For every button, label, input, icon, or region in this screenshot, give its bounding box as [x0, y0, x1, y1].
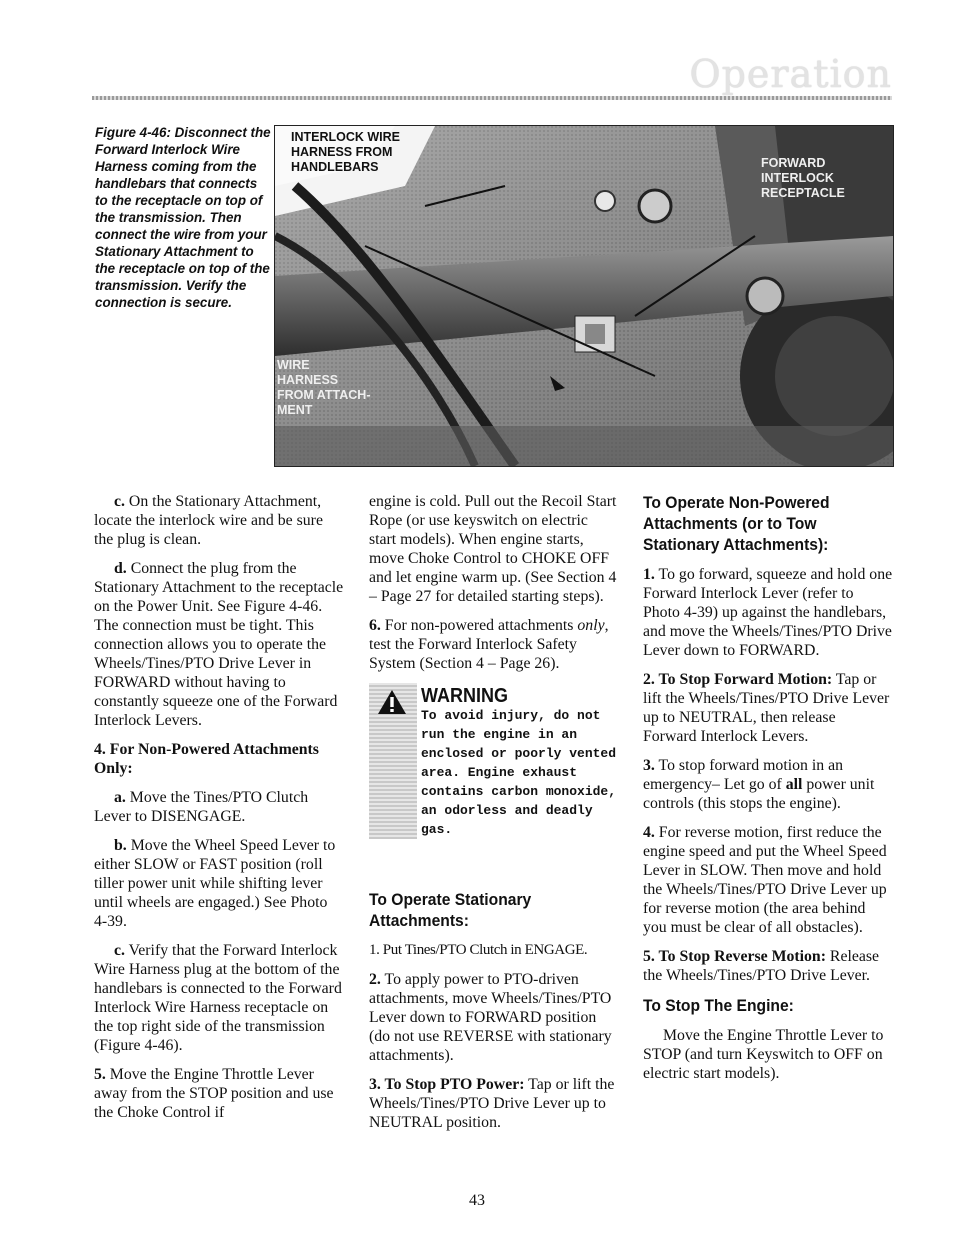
label-handlebars-harness: INTERLOCK WIRE HARNESS FROM HANDLEBARS [291, 130, 401, 174]
column-1 [94, 492, 344, 1132]
step-d-connect: d. Connect the plug from the Stationary Attachment to the receptacle on the Power Unit. See Figure 4-46. The connection must be tight. This connection allows you to operate the Wheels/Tines/PTO Drive Lever in FORWARD without having to constantly squeeze one of the Forward Interlock Levers. [94, 560, 344, 729]
stop-engine-heading: To Stop The Engine: [643, 996, 794, 1015]
stationary-step-3: 3. To Stop PTO Power: Tap or lift the Wheels/Tines/PTO Drive Lever up to NEUTRAL position. [369, 1076, 615, 1131]
non-powered-step-4: 4. For reverse motion, first reduce the engine speed and put the Wheel Speed Lever in SLOW. Then move and hold the Wheels/Tines/PTO Drive Lever up for reverse motion (the area behind you must be clear of all obstacles). [643, 824, 887, 936]
figure-photo [274, 125, 894, 467]
page-number: 43 [469, 1192, 485, 1209]
column-3 [643, 492, 893, 1093]
non-powered-heading: To Operate Non-Powered Attachments (or to Tow Stationary Attachments): [643, 493, 830, 554]
section-title: Operation [689, 52, 892, 96]
stationary-step-2: 2. To apply power to PTO-driven attachments, move Wheels/Tines/PTO Lever down to FORWARD position (do not use REVERSE with stationary attachments). [369, 971, 612, 1064]
label-interlock-receptacle: FORWARD INTERLOCK RECEPTACLE [761, 156, 845, 200]
step-b-wheel-speed: b. Move the Wheel Speed Lever to either SLOW or FAST position (roll tiller power unit while shifting lever until wheels are engaged.) See Photo 4-39. [94, 837, 336, 930]
stationary-step-1: 1. Put Tines/PTO Clutch in ENGAGE. [369, 942, 588, 958]
step-4-heading: 4. For Non-Powered Attachments Only: [94, 741, 319, 777]
warning-title: WARNING [421, 685, 509, 707]
step-c-verify: c. Verify that the Forward Interlock Wire Harness plug at the bottom of the handlebars is connected to the Forward Interlock Wire Harness receptacle on the top right side of the transmission (Figure 4-46). [94, 942, 342, 1054]
column-2 [369, 492, 617, 1142]
warning-box [369, 683, 617, 839]
step-5-continued: engine is cold. Pull out the Recoil Start Rope (or use keyswitch on electric start models). When engine starts, move Choke Control to CHOKE OFF and let engine warm up. (See Section 4 – Page 27 for detailed starting steps). [369, 493, 617, 605]
step-6-test: 6. For non-powered attachments only, test the Forward Interlock Safety System (Section 4 – Page 26). [369, 617, 609, 672]
warning-sidebar [369, 683, 417, 839]
non-powered-step-1: 1. To go forward, squeeze and hold one Forward Interlock Lever (refer to Photo 4-39) up against the handlebars, and move the Wheels/Tines/PTO Drive Lever down to FORWARD. [643, 566, 893, 659]
non-powered-step-5: 5. To Stop Reverse Motion: Release the Wheels/Tines/PTO Drive Lever. [643, 948, 880, 984]
non-powered-step-2: 2. To Stop Forward Motion: Tap or lift the Wheels/Tines/PTO Drive Lever up to NEUTRAL, then release Forward Interlock Levers. [643, 671, 890, 745]
stop-engine-text: Move the Engine Throttle Lever to STOP (and turn Keyswitch to OFF on electric start models). [643, 1027, 884, 1082]
step-a-disengage: a. Move the Tines/PTO Clutch Lever to DISENGAGE. [94, 789, 309, 825]
figure-caption: Figure 4-46: Disconnect the Forward Interlock Wire Harness coming from the handlebars that connects to the receptacle on top of the transmission. Then connect the wire from your Stationary Attachment to the receptacle on top of the transmission. Verify the connection is secure. [95, 125, 271, 310]
warning-text: To avoid injury, do not run the engine in an enclosed or poorly vented area. Engine exhaust contains carbon monoxide, an odorless and deadly gas. [421, 708, 617, 837]
header-rule [92, 96, 892, 100]
warning-triangle-icon [377, 689, 407, 715]
stationary-heading: To Operate Stationary Attachments: [369, 890, 532, 930]
step-c-locate: c. On the Stationary Attachment, locate the interlock wire and be sure the plug is clean. [94, 493, 323, 548]
non-powered-step-3: 3. To stop forward motion in an emergency– Let go of all power unit controls (this stops the engine). [643, 757, 875, 812]
step-5-throttle: 5. Move the Engine Throttle Lever away from the STOP position and use the Choke Control if [94, 1066, 334, 1121]
label-attachment-harness: WIRE HARNESS FROM ATTACH-MENT [277, 358, 371, 417]
